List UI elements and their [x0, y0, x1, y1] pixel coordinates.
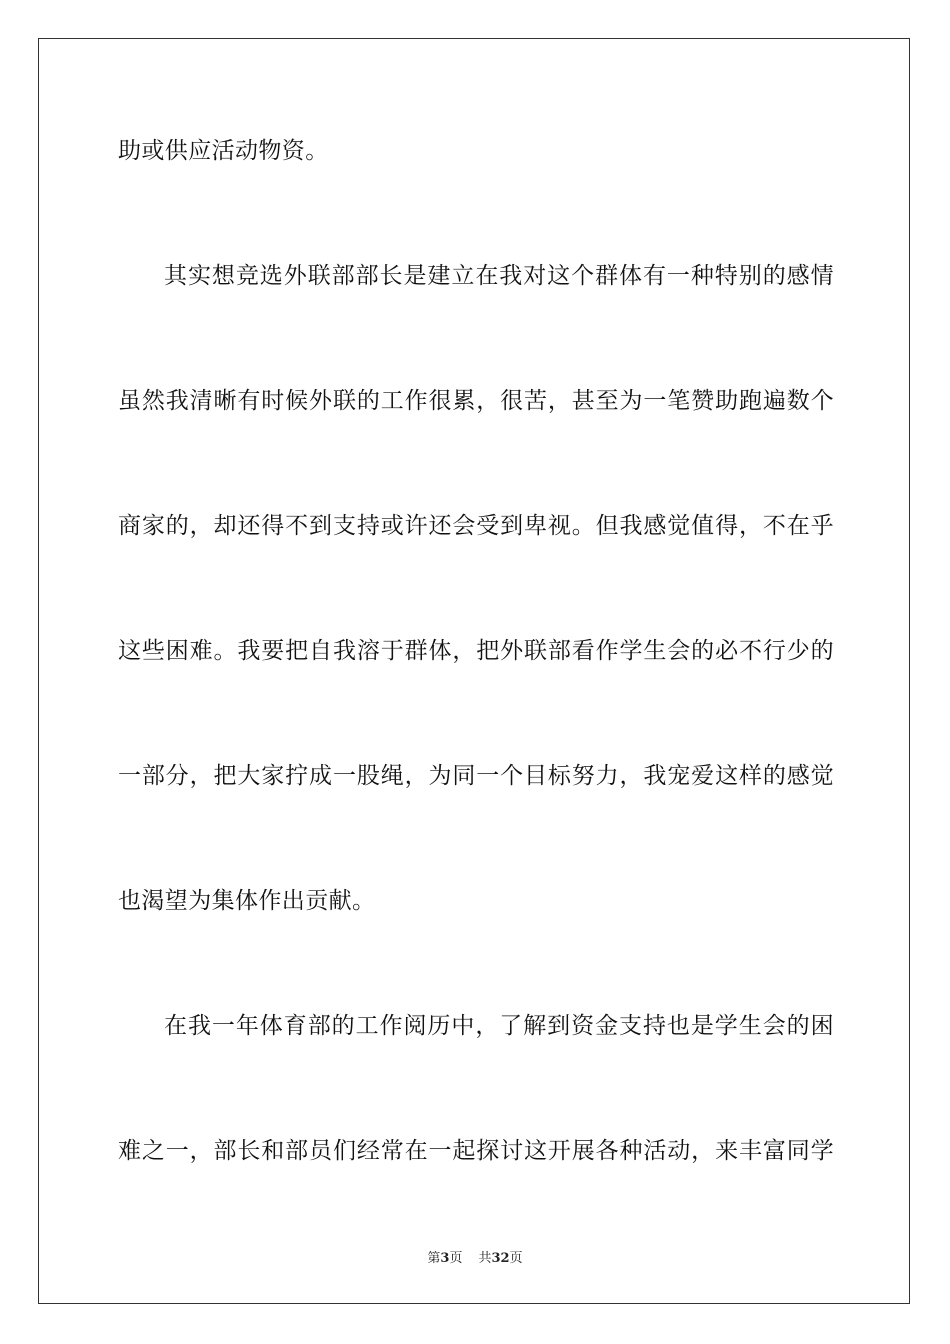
total-prefix: 共 — [478, 1251, 492, 1266]
text-line-4: 商家的，却还得不到支持或许还会受到卑视。但我感觉值得，不在乎 — [118, 513, 834, 539]
text-line-6: 一部分，把大家拧成一股绳，为同一个目标努力，我宠爱这样的感觉 — [118, 763, 834, 789]
total-page-count: 32 — [491, 1251, 510, 1266]
total-suffix: 页 — [509, 1251, 523, 1266]
page-prefix: 第 — [427, 1251, 441, 1266]
page-footer — [0, 1247, 950, 1266]
text-line-7: 也渴望为集体作出贡献。 — [118, 888, 376, 914]
text-line-8: 在我一年体育部的工作阅历中，了解到资金支持也是学生会的困 — [164, 1013, 834, 1039]
current-page-number: 3 — [440, 1251, 450, 1266]
text-line-1: 助或供应活动物资。 — [118, 138, 329, 164]
text-line-9: 难之一，部长和部员们经常在一起探讨这开展各种活动，来丰富同学 — [118, 1138, 834, 1164]
page-border — [38, 38, 910, 1304]
text-line-2: 其实想竞选外联部部长是建立在我对这个群体有一种特别的感情 — [164, 263, 834, 289]
text-line-3: 虽然我清晰有时候外联的工作很累，很苦，甚至为一笔赞助跑遍数个 — [118, 388, 834, 414]
page-suffix: 页 — [449, 1251, 463, 1266]
text-line-5: 这些困难。我要把自我溶于群体，把外联部看作学生会的必不行少的 — [118, 638, 834, 664]
